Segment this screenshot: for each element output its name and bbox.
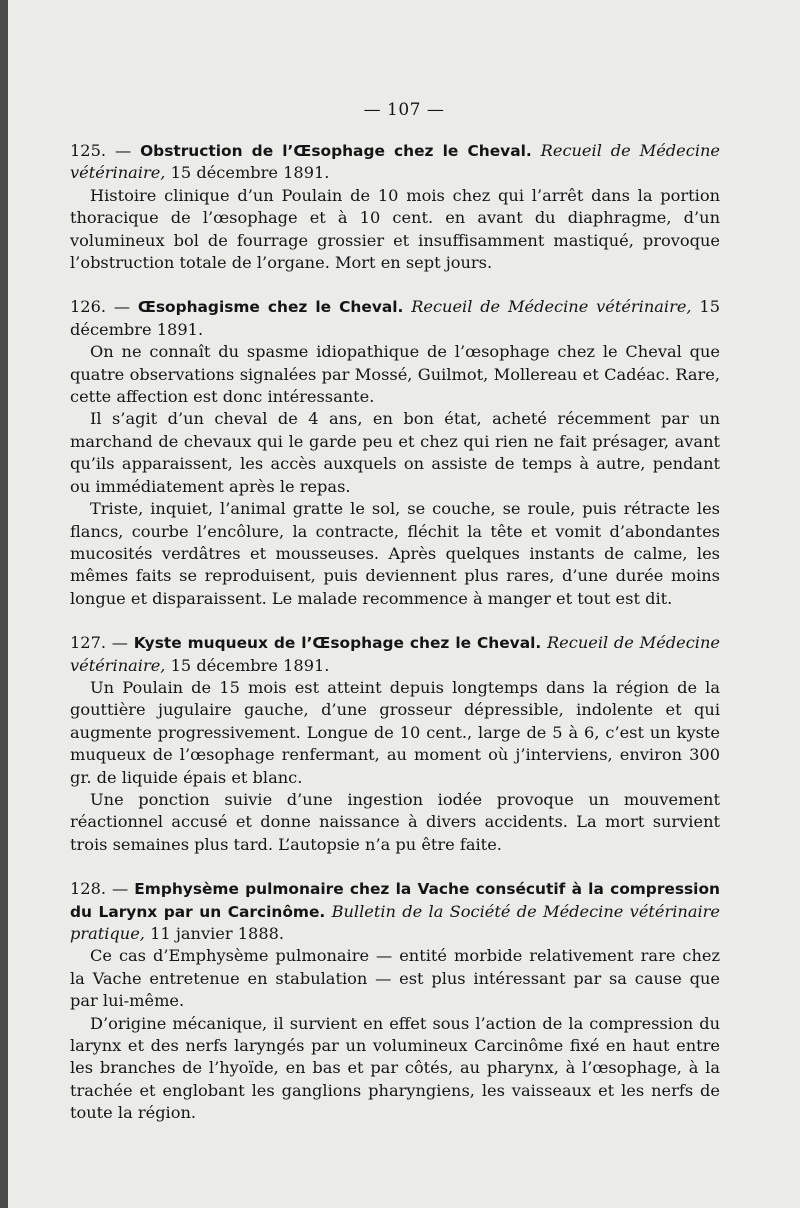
book-page	[8, 0, 800, 1208]
entry-source: Recueil de Médecine vétérinaire,	[411, 297, 692, 317]
entry-125	[70, 140, 720, 274]
entry-paragraph: Histoire clinique d’un Poulain de 10 mois chez qui l’arrêt dans la portion thoracique de l’œsophage et à 10 cent. en avant du diaphragme, d’un volumineux bol de fourrage grossier et insuffisamment mastiqué, provoque l’obstruction totale de l’organe. Mort en sept jours.	[70, 185, 720, 273]
entry-heading	[70, 296, 720, 341]
entry-126	[70, 296, 720, 610]
entry-source: Recueil de Médecine vétérinaire,	[70, 141, 720, 183]
entry-128	[70, 878, 720, 1124]
entry-number: 126. —	[70, 297, 131, 317]
page-content	[70, 140, 720, 1147]
entry-paragraph: Un Poulain de 15 mois est atteint depuis longtemps dans la région de la gouttière jugulaire gauche, d’une grosseur dépressible, indolente et qui augmente progressivement. Longue de 10 cent., large de 5 à 6, c’est un kyste muqueux de l’œsophage renfermant, au moment où j’interviens, environ 300 gr. de liquide épais et blanc.	[70, 677, 720, 787]
entry-title: Kyste muqueux de l’Œsophage chez le Cheval.	[133, 634, 542, 653]
entry-title: Œsophagisme chez le Cheval.	[137, 298, 404, 317]
entry-paragraph: Une ponction suivie d’une ingestion iodée provoque un mouvement réactionnel accusé et donne naissance à divers accidents. La mort survient trois semaines plus tard. L’autopsie n’a pu être faite.	[70, 789, 720, 854]
entry-heading	[70, 140, 720, 185]
entry-number: 125. —	[70, 141, 132, 160]
entry-date: 15 décembre 1891.	[170, 655, 330, 675]
entry-date: 15 décembre 1891.	[70, 297, 720, 339]
entry-paragraph: On ne connaît du spasme idiopathique de l’œsophage chez le Cheval que quatre observations signalées par Mossé, Guilmot, Mollereau et Cadéac. Rare, cette affection est donc intéressante.	[70, 342, 720, 407]
entry-heading	[70, 878, 720, 945]
entry-paragraph: Triste, inquiet, l’animal gratte le sol, se couche, se roule, puis rétracte les flancs, courbe l’encôlure, la contracte, fléchit la tête et vomit d’abondantes mucosités verdâtres et mousseuses. Après quelques instants de calme, les mêmes faits se reproduisent, puis deviennent plus rares, d’une durée moins longue et disparaissent. Le malade recommence à manger et tout est dit.	[70, 499, 720, 608]
entry-heading	[70, 632, 720, 677]
entry-source: Recueil de Médecine vétérinaire,	[70, 633, 720, 675]
entry-title: Emphysème pulmonaire chez la Vache consécutif à la compression du Larynx par un Carcinôme.	[70, 880, 720, 921]
entry-paragraph: Ce cas d’Emphysème pulmonaire — entité morbide relativement rare chez la Vache entretenue en stabulation — est plus intéressant par sa cause que par lui-même.	[70, 946, 720, 1011]
entry-date: 15 décembre 1891.	[170, 163, 330, 183]
entry-title: Obstruction de l’Œsophage chez le Cheval.	[140, 142, 532, 160]
entry-paragraph: Il s’agit d’un cheval de 4 ans, en bon état, acheté récemment par un marchand de chevaux qui le garde peu et chez qui rien ne fait présager, avant qu’ils apparaissent, les accès auxquels on assiste de temps à autre, pendant ou immédiatement après le repas.	[70, 409, 720, 496]
entry-number: 128. —	[70, 879, 129, 899]
entry-source: Bulletin de la Société de Médecine vétérinaire pratique,	[70, 901, 720, 943]
entry-127	[70, 632, 720, 856]
page-number: — 107 —	[363, 100, 445, 120]
entry-paragraph: D’origine mécanique, il survient en effet sous l’action de la compression du larynx et des nerfs laryngés par un volumineux Carcinôme fixé en haut entre les branches de l’hyoïde, en bas et par côtés, au pharynx, à l’œsophage, à la trachée et englobant les ganglions pharyngiens, les vaisseaux et les nerfs de toute la région.	[70, 1013, 720, 1123]
entry-date: 11 janvier 1888.	[150, 924, 285, 943]
entry-number: 127. —	[70, 633, 128, 653]
